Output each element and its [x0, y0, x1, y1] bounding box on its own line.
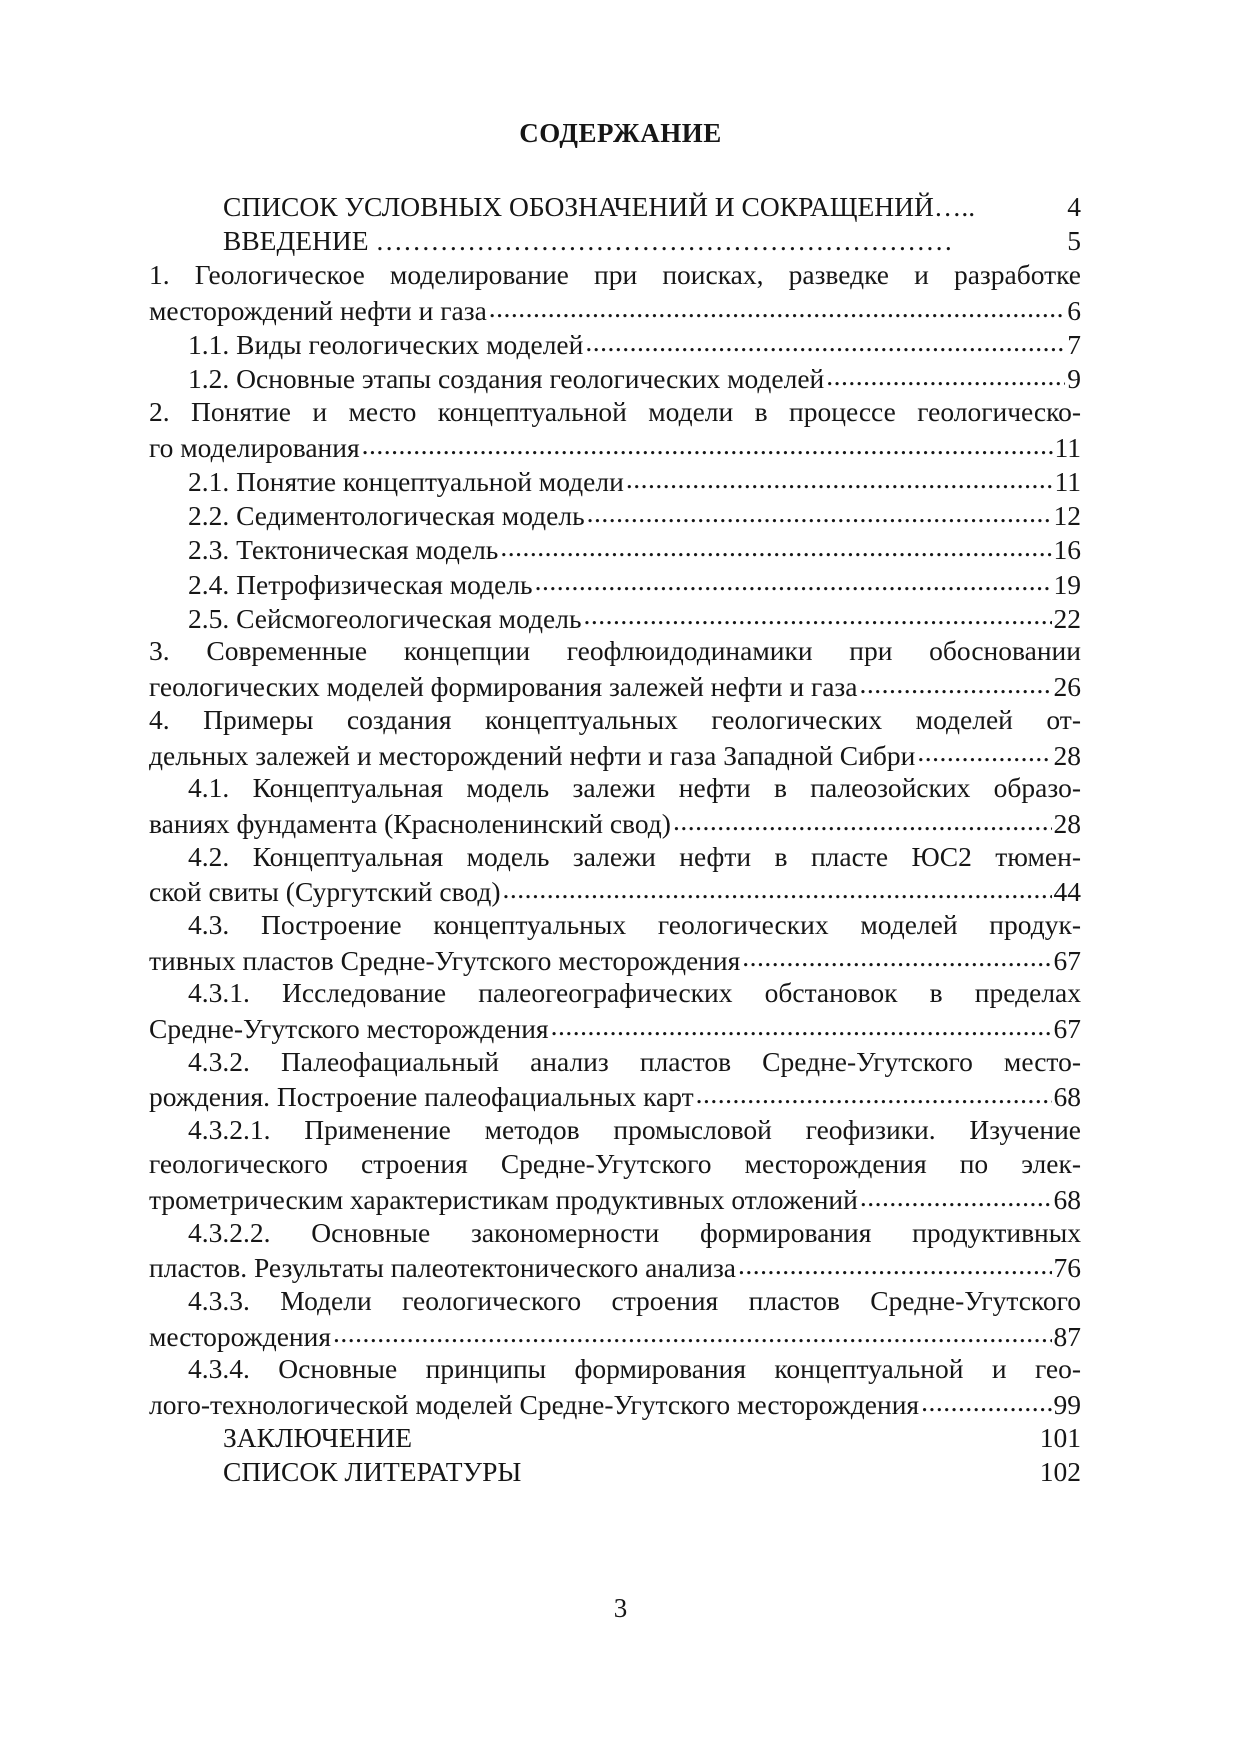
toc-entry-chapter-3[interactable]	[149, 634, 1081, 702]
toc-entry-text: 4.3.2. Палеофациальный анализ пластов Средне-Угутского место-	[188, 1045, 1081, 1077]
toc-entry-text: го моделирования	[149, 431, 360, 463]
toc-entry-text: ваниях фундамента (Красноленинский свод)	[149, 807, 671, 839]
toc-page-number: 67	[1053, 944, 1081, 976]
toc-entry-text: пластов. Результаты палеотектонического анализа	[149, 1252, 737, 1284]
page-title: СОДЕРЖАНИЕ	[519, 118, 722, 148]
toc-entry-2-2[interactable]	[149, 498, 1081, 532]
toc-entry-1-1[interactable]	[149, 327, 1081, 361]
dot-leader	[333, 1318, 1052, 1346]
toc-page-number: 6	[1067, 295, 1081, 327]
toc-entry-text: 4.2. Концептуальная модель залежи нефти в пласте ЮС2 тюмен-	[188, 840, 1081, 872]
toc-entry-introduction[interactable]	[149, 224, 1081, 258]
toc-entry-4-3-4[interactable]	[149, 1352, 1081, 1420]
toc-page-number: 99	[1053, 1389, 1081, 1421]
toc-entry-text: геологического строения Средне-Угутского месторождения по элек-	[149, 1148, 1081, 1180]
toc-entry-text: геологических моделей формирования залежей нефти и газа	[149, 671, 858, 703]
toc-entry-text: лого-технологической моделей Средне-Угутского месторождения	[149, 1389, 920, 1421]
toc-entry-2-5[interactable]	[149, 600, 1081, 634]
dot-leader	[584, 600, 1052, 628]
dot-leader	[551, 1011, 1052, 1039]
toc-page-number: 67	[1053, 1013, 1081, 1044]
toc-page-number: 11	[1054, 431, 1081, 463]
toc-entry-4-3-2-2[interactable]	[149, 1216, 1081, 1284]
toc-entry-text: ЗАКЛЮЧЕНИЕ	[223, 1421, 413, 1453]
toc-entry-text: 2.1. Понятие концептуальной модели	[188, 466, 624, 497]
dot-leader	[489, 293, 1065, 321]
dot-leader	[535, 566, 1052, 594]
dot-leader	[362, 429, 1053, 457]
toc-entry-text: 4.1. Концептуальная модель залежи нефти в палеозойских образо-	[188, 772, 1081, 804]
toc-entry-text: 1.1. Виды геологических моделей	[188, 329, 584, 361]
toc-page-number: 28	[1053, 739, 1081, 771]
toc-entry-1-2[interactable]	[149, 361, 1081, 395]
toc-page-number: 22	[1053, 602, 1081, 634]
toc-entry-references[interactable]	[149, 1455, 1081, 1489]
toc-entry-4-1[interactable]	[149, 771, 1081, 839]
toc-entry-2-4[interactable]	[149, 566, 1081, 600]
toc-page-number: 101	[1039, 1421, 1081, 1453]
dot-leader	[742, 942, 1051, 970]
toc-entry-text: тивных пластов Средне-Угутского месторождения	[149, 944, 741, 976]
toc-entry-text: дельных залежей и месторождений нефти и газа Западной Сибри	[149, 739, 916, 771]
toc-entry-text: 1.2. Основные этапы создания геологических моделей	[188, 363, 825, 395]
toc-entry-chapter-1[interactable]	[149, 258, 1081, 326]
toc-page-number: 26	[1053, 671, 1081, 703]
toc-entry-text: ВВЕДЕНИЕ ………………………………………………………	[223, 225, 953, 257]
dot-leader	[826, 361, 1065, 389]
toc-entry-text: 4.3. Построение концептуальных геологических моделей продук-	[188, 908, 1081, 940]
dot-leader	[738, 1250, 1051, 1278]
toc-entry-text: месторождения	[149, 1320, 331, 1352]
toc-entry-text: 4.3.1. Исследование палеогеографических обстановок в пределах	[188, 977, 1081, 1009]
toc-entry-text: 2.3. Тектоническая модель	[188, 534, 499, 566]
toc-page-number: 9	[1067, 363, 1081, 395]
toc-page-number: 68	[1053, 1183, 1081, 1215]
toc-entry-text: рождения. Построение палеофациальных карт	[149, 1081, 694, 1113]
toc-entry-text: 3. Современные концепции геофлюидодинамики при обосновании	[149, 635, 1081, 667]
dot-leader	[500, 532, 1051, 560]
toc-entry-4-3-1[interactable]	[149, 976, 1081, 1044]
toc-entry-4-3[interactable]	[149, 908, 1081, 976]
toc-entry-conclusion[interactable]	[149, 1421, 1081, 1455]
toc-page-number: 7	[1067, 329, 1081, 361]
toc-entry-2-1[interactable]	[149, 464, 1081, 498]
dot-leader	[626, 464, 1053, 492]
toc-entry-text: 4.3.2.2. Основные закономерности формирования продуктивных	[188, 1216, 1081, 1248]
toc-page-number: 16	[1053, 534, 1081, 566]
toc-page-number: 4	[1067, 191, 1081, 222]
toc-entry-text: 2. Понятие и место концептуальной модели в процессе геологическо-	[149, 396, 1081, 428]
toc-entry-chapter-4[interactable]	[149, 703, 1081, 771]
dot-leader	[917, 737, 1051, 765]
dot-leader	[921, 1387, 1051, 1415]
dot-leader	[860, 1181, 1052, 1209]
toc-page-number: 5	[1067, 225, 1081, 257]
toc-entry-4-2[interactable]	[149, 840, 1081, 908]
dot-leader	[696, 1079, 1052, 1107]
dot-leader	[585, 327, 1065, 355]
page-number: 3	[613, 1593, 628, 1623]
toc-entry-2-3[interactable]	[149, 532, 1081, 566]
toc-page-number: 44	[1053, 876, 1081, 908]
toc-entry-text: 4.3.4. Основные принципы формирования концептуальной и гео-	[188, 1353, 1081, 1385]
toc-entry-text: 2.2. Седиментологическая модель	[188, 500, 585, 532]
dot-leader	[860, 669, 1052, 697]
toc-entry-chapter-2[interactable]	[149, 395, 1081, 463]
toc-page-number: 102	[1039, 1455, 1081, 1487]
toc-page-number: 28	[1053, 807, 1081, 839]
toc-page-number: 76	[1053, 1252, 1081, 1284]
toc-entry-4-3-3[interactable]	[149, 1284, 1081, 1352]
dot-leader	[673, 805, 1052, 833]
toc-entry-text: трометрическим характеристикам продуктивных отложений	[149, 1183, 858, 1215]
toc-entry-text: 4.3.2.1. Применение методов промысловой геофизики. Изучение	[188, 1114, 1081, 1146]
toc-entry-text: 1. Геологическое моделирование при поисках, разведке и разработке	[149, 259, 1081, 291]
toc-page-number: 19	[1053, 568, 1081, 600]
toc-entry-text: СПИСОК УСЛОВНЫХ ОБОЗНАЧЕНИЙ И СОКРАЩЕНИЙ…..	[223, 191, 976, 222]
dot-leader	[587, 498, 1052, 526]
toc-entry-text: месторождений нефти и газа	[149, 295, 487, 327]
toc-entry-text: 2.4. Петрофизическая модель	[188, 568, 533, 600]
toc-entry-text: 4. Примеры создания концептуальных геологических моделей от-	[149, 703, 1081, 735]
toc-entry-text: Средне-Угутского месторождения	[149, 1013, 549, 1044]
dot-leader	[502, 874, 1051, 902]
toc-entry-text: СПИСОК ЛИТЕРАТУРЫ	[223, 1455, 522, 1487]
table-of-contents	[149, 190, 1081, 1489]
toc-page-number: 87	[1053, 1320, 1081, 1352]
toc-entry-4-3-2-1[interactable]	[149, 1113, 1081, 1216]
toc-entry-abbreviations[interactable]	[149, 190, 1081, 224]
toc-entry-text: ской свиты (Сургутский свод)	[149, 876, 501, 908]
toc-page-number: 12	[1053, 500, 1081, 532]
toc-entry-text: 4.3.3. Модели геологического строения пластов Средне-Угутского	[188, 1285, 1081, 1316]
toc-entry-text: 2.5. Сейсмогеологическая модель	[188, 602, 582, 634]
toc-page-number: 68	[1053, 1081, 1081, 1113]
toc-entry-4-3-2[interactable]	[149, 1045, 1081, 1113]
toc-page-number: 11	[1054, 466, 1081, 497]
